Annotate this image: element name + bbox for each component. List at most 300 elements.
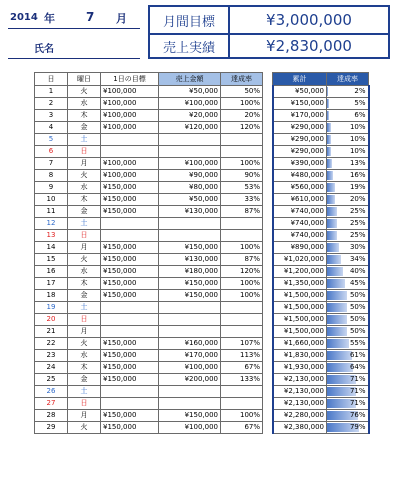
cell-weekday: 土 — [68, 134, 101, 146]
table-row — [35, 338, 369, 350]
spacer — [263, 278, 273, 290]
cell-day: 22 — [35, 338, 68, 350]
spacer — [263, 374, 273, 386]
spacer — [263, 290, 273, 302]
cell-sales[interactable]: ¥180,000 — [159, 266, 221, 278]
cell-rate: 120% — [221, 266, 263, 278]
spacer — [263, 206, 273, 218]
cell-daily-target[interactable]: ¥150,000 — [101, 254, 159, 266]
table-row — [35, 326, 369, 338]
progress-bar — [327, 339, 349, 348]
cell-day: 23 — [35, 350, 68, 362]
cell-weekday: 日 — [68, 398, 101, 410]
spacer — [263, 362, 273, 374]
table-row — [35, 410, 369, 422]
table-row — [35, 266, 369, 278]
cum-rate-text: 50% — [349, 303, 366, 311]
cell-daily-target[interactable]: ¥100,000 — [101, 122, 159, 134]
cell-weekday: 土 — [68, 218, 101, 230]
cell-cum-rate — [327, 134, 369, 146]
cell-day: 9 — [35, 182, 68, 194]
cell-daily-target[interactable] — [101, 302, 159, 314]
month-unit: 月 — [116, 12, 127, 25]
actual-value[interactable]: ¥2,830,000 — [266, 37, 352, 55]
cell-daily-target[interactable]: ¥100,000 — [101, 170, 159, 182]
cell-daily-target[interactable]: ¥150,000 — [101, 278, 159, 290]
table-row — [35, 386, 369, 398]
cum-rate-text: 71% — [349, 375, 366, 383]
cell-day: 21 — [35, 326, 68, 338]
table-row — [35, 398, 369, 410]
cell-rate — [221, 218, 263, 230]
cell-sales[interactable]: ¥150,000 — [159, 278, 221, 290]
cell-cum-rate — [327, 218, 369, 230]
cell-rate: 100% — [221, 242, 263, 254]
cell-cum-rate — [327, 122, 369, 134]
cum-rate-text: 61% — [349, 351, 366, 359]
cell-daily-target[interactable]: ¥150,000 — [101, 338, 159, 350]
cum-rate-text: 50% — [349, 315, 366, 323]
cell-day: 26 — [35, 386, 68, 398]
cell-cumulative: ¥1,660,000 — [273, 338, 327, 350]
cell-sales[interactable]: ¥50,000 — [159, 86, 221, 98]
cell-cumulative: ¥1,020,000 — [273, 254, 327, 266]
cell-daily-target[interactable]: ¥150,000 — [101, 374, 159, 386]
name-label: 氏名 — [34, 44, 54, 55]
cell-rate: 120% — [221, 122, 263, 134]
month-value: 7 — [86, 10, 95, 24]
cell-sales[interactable]: ¥200,000 — [159, 374, 221, 386]
cell-cum-rate — [327, 98, 369, 110]
progress-bar — [327, 87, 328, 96]
spacer — [263, 194, 273, 206]
cell-sales[interactable] — [159, 134, 221, 146]
cell-cumulative: ¥2,130,000 — [273, 386, 327, 398]
table-row — [35, 242, 369, 254]
cell-daily-target[interactable] — [101, 134, 159, 146]
cell-daily-target[interactable] — [101, 230, 159, 242]
cell-rate: 50% — [221, 86, 263, 98]
cell-daily-target[interactable] — [101, 398, 159, 410]
cell-sales[interactable]: ¥160,000 — [159, 338, 221, 350]
cell-day: 15 — [35, 254, 68, 266]
cell-day: 24 — [35, 362, 68, 374]
spacer — [263, 134, 273, 146]
sales-table — [34, 72, 370, 434]
spacer — [263, 326, 273, 338]
cell-cumulative: ¥1,500,000 — [273, 326, 327, 338]
cell-cumulative: ¥50,000 — [273, 86, 327, 98]
cell-rate — [221, 134, 263, 146]
cell-weekday: 火 — [68, 338, 101, 350]
cum-rate-text: 64% — [349, 363, 366, 371]
cell-cumulative: ¥290,000 — [273, 134, 327, 146]
cell-weekday: 木 — [68, 362, 101, 374]
cell-sales[interactable]: ¥150,000 — [159, 290, 221, 302]
progress-bar — [327, 99, 329, 108]
cell-day: 13 — [35, 230, 68, 242]
cell-cumulative: ¥2,280,000 — [273, 410, 327, 422]
cell-rate — [221, 230, 263, 242]
cell-cum-rate — [327, 350, 369, 362]
cell-weekday: 土 — [68, 302, 101, 314]
target-label: 月間目標 — [150, 7, 230, 33]
cell-cumulative: ¥1,500,000 — [273, 290, 327, 302]
cell-weekday: 金 — [68, 122, 101, 134]
cell-cum-rate — [327, 422, 369, 434]
table-row — [35, 290, 369, 302]
cell-rate — [221, 398, 263, 410]
cell-cumulative: ¥2,130,000 — [273, 374, 327, 386]
cell-sales[interactable] — [159, 386, 221, 398]
table-row — [35, 350, 369, 362]
cell-sales[interactable]: ¥170,000 — [159, 350, 221, 362]
cell-weekday: 金 — [68, 374, 101, 386]
cell-rate: 100% — [221, 278, 263, 290]
cell-daily-target[interactable]: ¥150,000 — [101, 182, 159, 194]
cell-sales[interactable]: ¥100,000 — [159, 422, 221, 434]
progress-bar — [327, 231, 337, 240]
spacer — [263, 350, 273, 362]
cell-rate: 133% — [221, 374, 263, 386]
cell-cumulative: ¥1,500,000 — [273, 302, 327, 314]
cum-rate-text: 5% — [354, 99, 366, 107]
table-row — [35, 230, 369, 242]
cell-sales[interactable]: ¥80,000 — [159, 182, 221, 194]
table-row — [35, 122, 369, 134]
cell-day: 8 — [35, 170, 68, 182]
cum-rate-text: 76% — [349, 411, 366, 419]
cell-daily-target[interactable]: ¥100,000 — [101, 110, 159, 122]
cell-cumulative: ¥2,130,000 — [273, 398, 327, 410]
progress-bar — [327, 255, 341, 264]
table-row — [35, 302, 369, 314]
cell-weekday: 水 — [68, 350, 101, 362]
col-header-cumulative: 累計 — [273, 73, 327, 86]
progress-bar — [327, 219, 337, 228]
cell-rate: 53% — [221, 182, 263, 194]
cell-sales[interactable]: ¥100,000 — [159, 158, 221, 170]
cell-daily-target[interactable]: ¥150,000 — [101, 206, 159, 218]
year-value: 2014 — [10, 12, 38, 23]
cell-cum-rate — [327, 326, 369, 338]
spacer — [263, 386, 273, 398]
spacer — [263, 410, 273, 422]
cum-rate-text: 16% — [349, 171, 366, 179]
cell-cum-rate — [327, 230, 369, 242]
cell-weekday: 月 — [68, 410, 101, 422]
cell-cum-rate — [327, 86, 369, 98]
cell-rate: 100% — [221, 290, 263, 302]
table-row — [35, 86, 369, 98]
cell-weekday: 水 — [68, 266, 101, 278]
progress-bar — [327, 195, 335, 204]
cell-daily-target[interactable] — [101, 218, 159, 230]
cell-rate: 100% — [221, 410, 263, 422]
cell-sales[interactable] — [159, 314, 221, 326]
target-value[interactable]: ¥3,000,000 — [266, 11, 352, 29]
cell-rate — [221, 302, 263, 314]
cell-cum-rate — [327, 182, 369, 194]
table-row — [35, 146, 369, 158]
cum-rate-text: 19% — [349, 183, 366, 191]
cell-weekday: 火 — [68, 422, 101, 434]
spacer — [263, 86, 273, 98]
cell-daily-target[interactable]: ¥100,000 — [101, 158, 159, 170]
cell-sales[interactable]: ¥100,000 — [159, 98, 221, 110]
cell-day: 6 — [35, 146, 68, 158]
progress-bar — [327, 303, 347, 312]
table-row — [35, 158, 369, 170]
cell-weekday: 金 — [68, 290, 101, 302]
cell-daily-target[interactable]: ¥150,000 — [101, 194, 159, 206]
progress-bar — [327, 327, 347, 336]
table-body — [35, 86, 369, 434]
cell-weekday: 火 — [68, 86, 101, 98]
cell-rate — [221, 146, 263, 158]
table-row — [35, 194, 369, 206]
date-underline — [8, 28, 140, 29]
cell-cumulative: ¥2,380,000 — [273, 422, 327, 434]
cell-cumulative: ¥170,000 — [273, 110, 327, 122]
cell-cumulative: ¥1,500,000 — [273, 314, 327, 326]
cell-cum-rate — [327, 146, 369, 158]
cum-rate-text: 79% — [349, 423, 366, 431]
cell-daily-target[interactable]: ¥150,000 — [101, 410, 159, 422]
col-header-cum-rate: 達成率 — [327, 73, 369, 86]
cell-sales[interactable] — [159, 398, 221, 410]
cell-sales[interactable]: ¥130,000 — [159, 206, 221, 218]
cell-cumulative: ¥1,930,000 — [273, 362, 327, 374]
progress-bar — [327, 351, 352, 360]
spacer — [263, 254, 273, 266]
cell-cumulative: ¥480,000 — [273, 170, 327, 182]
cell-weekday: 日 — [68, 146, 101, 158]
progress-bar — [327, 111, 329, 120]
cell-daily-target[interactable] — [101, 326, 159, 338]
progress-bar — [327, 159, 332, 168]
spacer — [263, 98, 273, 110]
cell-cumulative: ¥560,000 — [273, 182, 327, 194]
cell-day: 4 — [35, 122, 68, 134]
table-row — [35, 134, 369, 146]
cell-weekday: 金 — [68, 206, 101, 218]
table-row — [35, 362, 369, 374]
table-row — [35, 278, 369, 290]
progress-bar — [327, 183, 335, 192]
table-row — [35, 218, 369, 230]
cell-sales[interactable]: ¥20,000 — [159, 110, 221, 122]
cell-daily-target[interactable]: ¥150,000 — [101, 422, 159, 434]
cell-rate: 67% — [221, 362, 263, 374]
cell-cumulative: ¥1,350,000 — [273, 278, 327, 290]
cell-cum-rate — [327, 242, 369, 254]
cell-sales[interactable] — [159, 218, 221, 230]
cell-sales[interactable]: ¥150,000 — [159, 410, 221, 422]
table-row — [35, 254, 369, 266]
cell-sales[interactable] — [159, 146, 221, 158]
cell-sales[interactable] — [159, 230, 221, 242]
cell-day: 2 — [35, 98, 68, 110]
cell-rate: 87% — [221, 254, 263, 266]
cell-rate: 107% — [221, 338, 263, 350]
cell-weekday: 木 — [68, 194, 101, 206]
cell-cum-rate — [327, 374, 369, 386]
progress-bar — [327, 267, 343, 276]
cell-daily-target[interactable]: ¥100,000 — [101, 86, 159, 98]
cell-day: 29 — [35, 422, 68, 434]
cell-cumulative: ¥890,000 — [273, 242, 327, 254]
cum-rate-text: 6% — [354, 111, 366, 119]
cell-day: 17 — [35, 278, 68, 290]
cell-weekday: 木 — [68, 110, 101, 122]
col-header-sales: 売上金額 — [159, 73, 221, 86]
cell-sales[interactable] — [159, 302, 221, 314]
cell-cum-rate — [327, 398, 369, 410]
name-underline — [8, 58, 140, 59]
cell-sales[interactable] — [159, 326, 221, 338]
table-row — [35, 374, 369, 386]
cell-cum-rate — [327, 362, 369, 374]
cum-rate-text: 25% — [349, 219, 366, 227]
progress-bar — [327, 315, 347, 324]
cell-cum-rate — [327, 314, 369, 326]
spacer — [263, 302, 273, 314]
actual-row — [150, 33, 388, 59]
table-row — [35, 314, 369, 326]
cum-rate-text: 20% — [349, 195, 366, 203]
spacer — [263, 146, 273, 158]
year-unit: 年 — [44, 12, 55, 25]
spacer — [263, 314, 273, 326]
cell-rate — [221, 386, 263, 398]
cell-cum-rate — [327, 290, 369, 302]
cell-daily-target[interactable]: ¥150,000 — [101, 290, 159, 302]
cell-daily-target[interactable] — [101, 386, 159, 398]
cell-rate: 33% — [221, 194, 263, 206]
cell-weekday: 火 — [68, 254, 101, 266]
cell-sales[interactable]: ¥100,000 — [159, 362, 221, 374]
col-header-daily-target: 1日の目標 — [101, 73, 159, 86]
cell-weekday: 日 — [68, 230, 101, 242]
cell-cumulative: ¥740,000 — [273, 218, 327, 230]
spacer — [263, 338, 273, 350]
cell-day: 7 — [35, 158, 68, 170]
cum-rate-text: 13% — [349, 159, 366, 167]
cell-rate: 20% — [221, 110, 263, 122]
cell-daily-target[interactable]: ¥150,000 — [101, 266, 159, 278]
spacer — [263, 218, 273, 230]
cell-rate — [221, 314, 263, 326]
cell-daily-target[interactable] — [101, 146, 159, 158]
cum-rate-text: 40% — [349, 267, 366, 275]
cell-day: 27 — [35, 398, 68, 410]
cell-rate: 90% — [221, 170, 263, 182]
cum-rate-text: 71% — [349, 387, 366, 395]
spacer — [263, 73, 273, 86]
col-header-day: 日 — [35, 73, 68, 86]
spacer — [263, 158, 273, 170]
cum-rate-text: 25% — [349, 207, 366, 215]
cell-day: 5 — [35, 134, 68, 146]
cell-cum-rate — [327, 170, 369, 182]
cell-cumulative: ¥740,000 — [273, 206, 327, 218]
cell-weekday: 火 — [68, 170, 101, 182]
cell-sales[interactable]: ¥120,000 — [159, 122, 221, 134]
cell-day: 25 — [35, 374, 68, 386]
cum-rate-text: 50% — [349, 327, 366, 335]
cell-sales[interactable]: ¥130,000 — [159, 254, 221, 266]
cum-rate-text: 10% — [349, 123, 366, 131]
spacer — [263, 122, 273, 134]
table-header-row — [35, 73, 369, 86]
progress-bar — [327, 135, 331, 144]
cell-cum-rate — [327, 266, 369, 278]
cell-cumulative: ¥1,830,000 — [273, 350, 327, 362]
col-header-weekday: 曜日 — [68, 73, 101, 86]
cell-daily-target[interactable]: ¥150,000 — [101, 362, 159, 374]
cell-daily-target[interactable]: ¥150,000 — [101, 242, 159, 254]
progress-bar — [327, 207, 337, 216]
table-row — [35, 206, 369, 218]
cum-rate-text: 10% — [349, 147, 366, 155]
cell-daily-target[interactable] — [101, 314, 159, 326]
spacer — [263, 242, 273, 254]
spacer — [263, 398, 273, 410]
spacer — [263, 422, 273, 434]
cum-rate-text: 55% — [349, 339, 366, 347]
cell-cum-rate — [327, 194, 369, 206]
cell-daily-target[interactable]: ¥100,000 — [101, 98, 159, 110]
cell-cumulative: ¥610,000 — [273, 194, 327, 206]
cell-rate — [221, 326, 263, 338]
cell-daily-target[interactable]: ¥150,000 — [101, 350, 159, 362]
cell-cum-rate — [327, 278, 369, 290]
cell-sales[interactable]: ¥90,000 — [159, 170, 221, 182]
cell-cumulative: ¥150,000 — [273, 98, 327, 110]
cum-rate-text: 71% — [349, 399, 366, 407]
cell-weekday: 水 — [68, 98, 101, 110]
cell-sales[interactable]: ¥150,000 — [159, 242, 221, 254]
cell-cum-rate — [327, 410, 369, 422]
table-row — [35, 422, 369, 434]
spacer — [263, 182, 273, 194]
cell-cum-rate — [327, 206, 369, 218]
cell-sales[interactable]: ¥50,000 — [159, 194, 221, 206]
cum-rate-text: 2% — [354, 87, 366, 95]
cell-cum-rate — [327, 158, 369, 170]
cell-cum-rate — [327, 254, 369, 266]
table-row — [35, 170, 369, 182]
progress-bar — [327, 243, 339, 252]
cell-day: 28 — [35, 410, 68, 422]
cum-rate-text: 10% — [349, 135, 366, 143]
cell-cum-rate — [327, 302, 369, 314]
cum-rate-text: 30% — [349, 243, 366, 251]
table-row — [35, 110, 369, 122]
spacer — [263, 170, 273, 182]
cell-cum-rate — [327, 338, 369, 350]
cum-rate-text: 50% — [349, 291, 366, 299]
cell-rate: 100% — [221, 98, 263, 110]
cum-rate-text: 34% — [349, 255, 366, 263]
cell-rate: 87% — [221, 206, 263, 218]
spacer — [263, 230, 273, 242]
summary-box — [148, 5, 390, 59]
cell-weekday: 月 — [68, 326, 101, 338]
cell-day: 14 — [35, 242, 68, 254]
cell-day: 3 — [35, 110, 68, 122]
